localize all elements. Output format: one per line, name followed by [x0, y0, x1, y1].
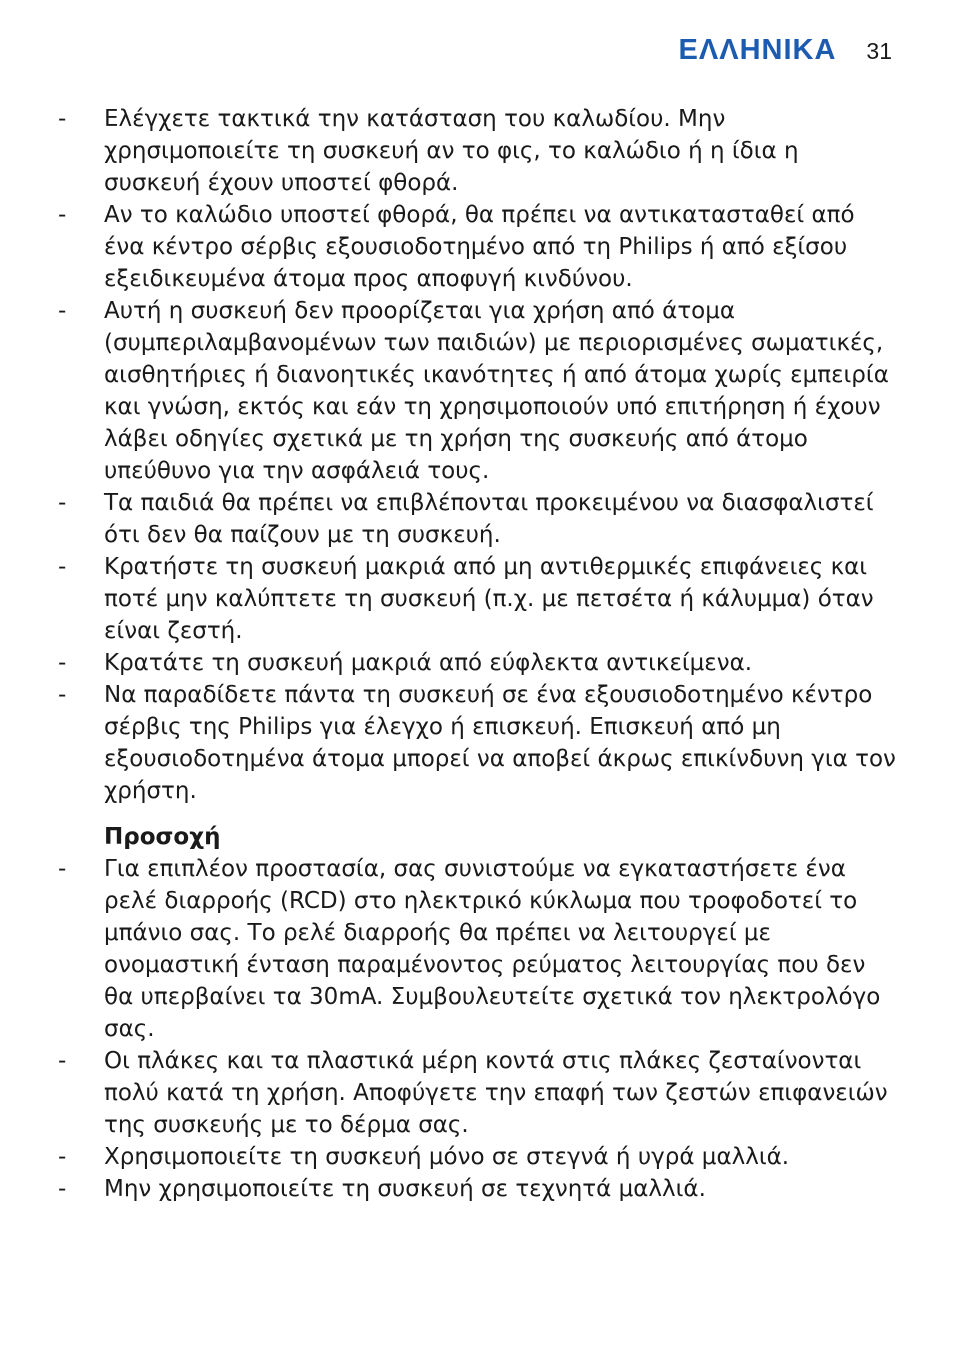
list-item — [0, 679, 954, 807]
caution-heading: Προσοχή — [104, 824, 221, 850]
bullet-dash: - — [58, 650, 67, 676]
warning-list — [0, 103, 954, 807]
bullet-dash: - — [58, 106, 67, 132]
list-item — [0, 647, 954, 679]
bullet-dash: - — [58, 1048, 67, 1074]
list-item — [0, 295, 954, 487]
page-header — [679, 34, 892, 67]
list-item-text: Αυτή η συσκευή δεν προορίζεται για χρήση από άτομα (συμπεριλαμβανομένων των παιδιών) με περιορισμένες σωματικές, αισθητήριες ή διανοητικές ικανότητες ή από άτομα χωρίς εμπειρία και γνώση, εκτός και εάν τη χρησιμοποιούν υπό επιτήρηση ή έχουν λάβει οδηγίες σχετικά με τη χρήση της συσκευής από άτομο υπεύθυνο για την ασφάλειά τους. — [104, 298, 889, 484]
list-item-text: Οι πλάκες και τα πλαστικά μέρη κοντά στις πλάκες ζεσταίνονται πολύ κατά τη χρήση. Αποφύγετε την επαφή των ζεστών επιφανειών της συσκευής με το δέρμα σας. — [104, 1048, 888, 1138]
bullet-dash: - — [58, 490, 67, 516]
bullet-dash: - — [58, 554, 67, 580]
bullet-dash: - — [58, 298, 67, 324]
list-item — [0, 199, 954, 295]
list-item — [0, 1173, 954, 1205]
list-item-text: Για επιπλέον προστασία, σας συνιστούμε να εγκαταστήσετε ένα ρελέ διαρροής (RCD) στο ηλεκτρικό κύκλωμα που τροφοδοτεί το μπάνιο σας. Το ρελέ διαρροής θα πρέπει να λειτουργεί με ονομαστική ένταση παραμένοντος ρεύματος λειτουργίας που δεν θα υπερβαίνει τα 30mA. Συμβουλευτείτε σχετικά τον ηλεκτρολόγο σας. — [104, 856, 881, 1042]
list-item — [0, 103, 954, 199]
list-item-text: Ελέγχετε τακτικά την κατάσταση του καλωδίου. Μην χρησιμοποιείτε τη συσκευή αν το φις, το καλώδιο ή η ίδια η συσκευή έχουν υποστεί φθορά. — [104, 106, 799, 196]
caution-list — [0, 853, 954, 1205]
page-number: 31 — [866, 38, 892, 64]
list-item-text: Κρατάτε τη συσκευή μακριά από εύφλεκτα αντικείμενα. — [104, 650, 753, 676]
list-item — [0, 1045, 954, 1141]
list-item-text: Χρησιμοποιείτε τη συσκευή μόνο σε στεγνά ή υγρά μαλλιά. — [104, 1144, 790, 1170]
list-item — [0, 487, 954, 551]
bullet-dash: - — [58, 682, 67, 708]
page-content — [0, 103, 954, 1205]
bullet-dash: - — [58, 1176, 67, 1202]
bullet-dash: - — [58, 856, 67, 882]
list-item-text: Αν το καλώδιο υποστεί φθορά, θα πρέπει να αντικατασταθεί από ένα κέντρο σέρβις εξουσιοδοτημένο από τη Philips ή από εξίσου εξειδικευμένα άτομα προς αποφυγή κινδύνου. — [104, 202, 855, 292]
list-item — [0, 853, 954, 1045]
list-item-text: Τα παιδιά θα πρέπει να επιβλέπονται προκειμένου να διασφαλιστεί ότι δεν θα παίζουν με τη συσκευή. — [104, 490, 874, 548]
list-item-text: Κρατήστε τη συσκευή μακριά από μη αντιθερμικές επιφάνειες και ποτέ μην καλύπτετε τη συσκευή (π.χ. με πετσέτα ή κάλυμμα) όταν είναι ζεστή. — [104, 554, 874, 644]
list-item — [0, 551, 954, 647]
list-item — [0, 1141, 954, 1173]
list-item-text: Να παραδίδετε πάντα τη συσκευή σε ένα εξουσιοδοτημένο κέντρο σέρβις της Philips για έλεγχο ή επισκευή. Επισκευή από μη εξουσιοδοτημένα άτομα μπορεί να αποβεί άκρως επικίνδυνη για τον χρήστη. — [104, 682, 896, 804]
bullet-dash: - — [58, 202, 67, 228]
language-title: ΕΛΛΗΝΙΚΑ — [678, 34, 837, 66]
list-item-text: Μην χρησιμοποιείτε τη συσκευή σε τεχνητά μαλλιά. — [104, 1176, 706, 1202]
bullet-dash: - — [58, 1144, 67, 1170]
